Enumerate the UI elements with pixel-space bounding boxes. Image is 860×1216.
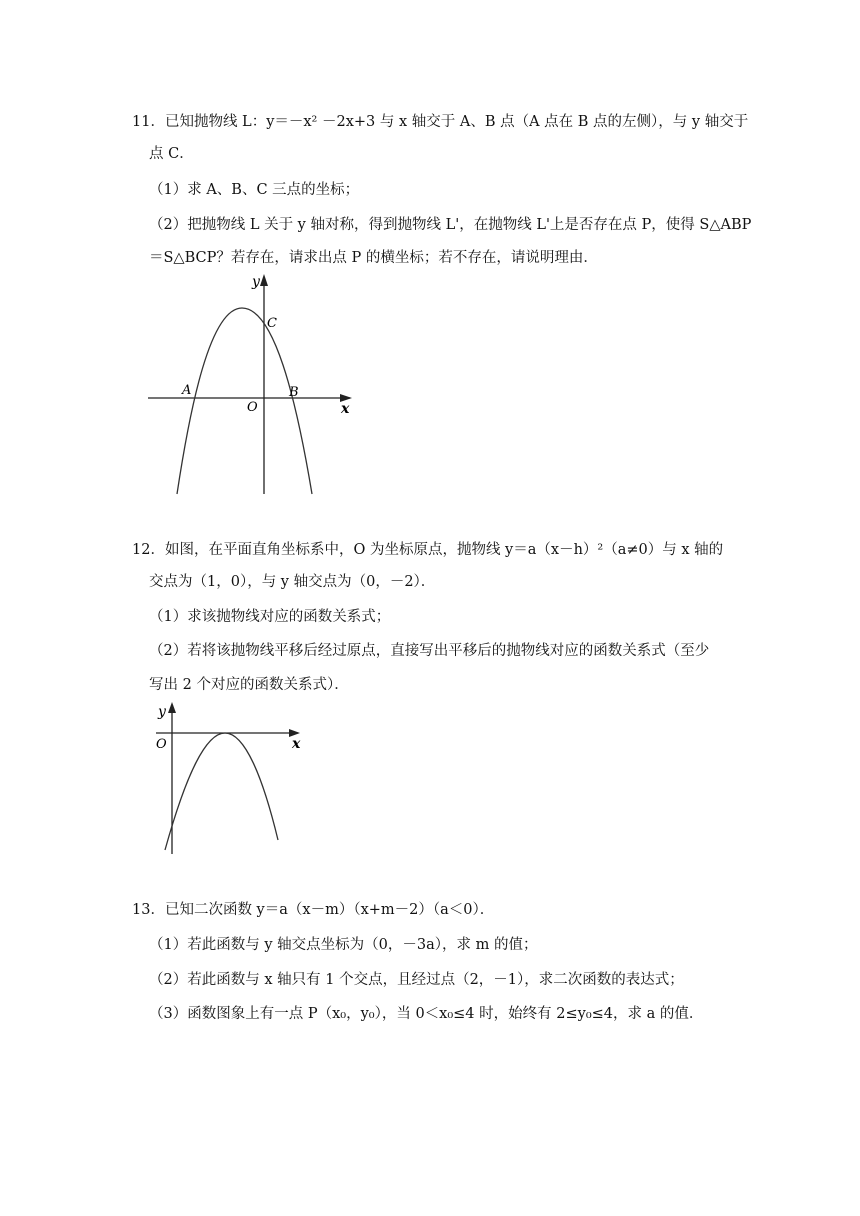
q11-label-x: x — [341, 401, 350, 417]
q12-part2-line1: （2）若将该抛物线平移后经过原点，直接写出平移后的抛物线对应的函数关系式（至少 — [149, 643, 710, 659]
q13-part1: （1）若此函数与 y 轴交点坐标为（0，－3a），求 m 的值； — [149, 937, 538, 953]
q12-label-x: x — [292, 736, 301, 752]
q12-parabola-figure — [150, 698, 310, 858]
q12-label-y: y — [158, 704, 166, 720]
q13-stem: 13．已知二次函数 y＝a（x－m）（x+m－2）（a＜0）． — [132, 902, 495, 918]
q11-part2-line1: （2）把抛物线 L 关于 y 轴对称，得到抛物线 L'，在抛物线 L'上是否存在点 P，使得 S△ABP — [149, 217, 752, 233]
q11-parabola-curve — [177, 308, 312, 494]
q12-part2-line2: 写出 2 个对应的函数关系式）． — [149, 677, 349, 693]
q12-y-axis-arrow — [168, 702, 176, 713]
q11-y-axis-arrow — [260, 274, 268, 286]
q11-stem-line1: 11．已知抛物线 L：y＝－x² －2x+3 与 x 轴交于 A、B 点（A 点在 B 点的左侧），与 y 轴交于 — [132, 114, 749, 130]
q11-part1: （1）求 A、B、C 三点的坐标； — [149, 182, 360, 198]
q11-label-A: A — [182, 383, 192, 398]
q12-stem-line1: 12．如图，在平面直角坐标系中，O 为坐标原点，抛物线 y＝a（x－h）²（a≠0）与 x 轴的 — [132, 542, 724, 558]
q11-label-C: C — [267, 316, 277, 331]
q12-parabola-curve — [165, 733, 278, 850]
q11-part2-line2: ＝S△BCP？若存在，请求出点 P 的横坐标；若不存在，请说明理由． — [149, 250, 598, 266]
q13-part3: （3）函数图象上有一点 P（x₀，y₀），当 0＜x₀≤4 时，始终有 2≤y₀≤4，求 a 的值． — [149, 1006, 704, 1022]
q11-label-y: y — [252, 274, 260, 290]
q12-part1: （1）求该抛物线对应的函数关系式； — [149, 609, 391, 625]
q11-label-O: O — [247, 400, 258, 415]
q12-stem-line2: 交点为（1，0），与 y 轴交点为（0，－2）． — [149, 574, 436, 590]
q13-part2: （2）若此函数与 x 轴只有 1 个交点，且经过点（2，－1），求二次函数的表达式； — [149, 972, 684, 988]
q11-label-B: B — [289, 385, 299, 400]
q12-label-O: O — [156, 737, 167, 752]
q11-stem-line2: 点 C． — [149, 146, 194, 162]
q11-parabola-figure — [140, 268, 370, 500]
